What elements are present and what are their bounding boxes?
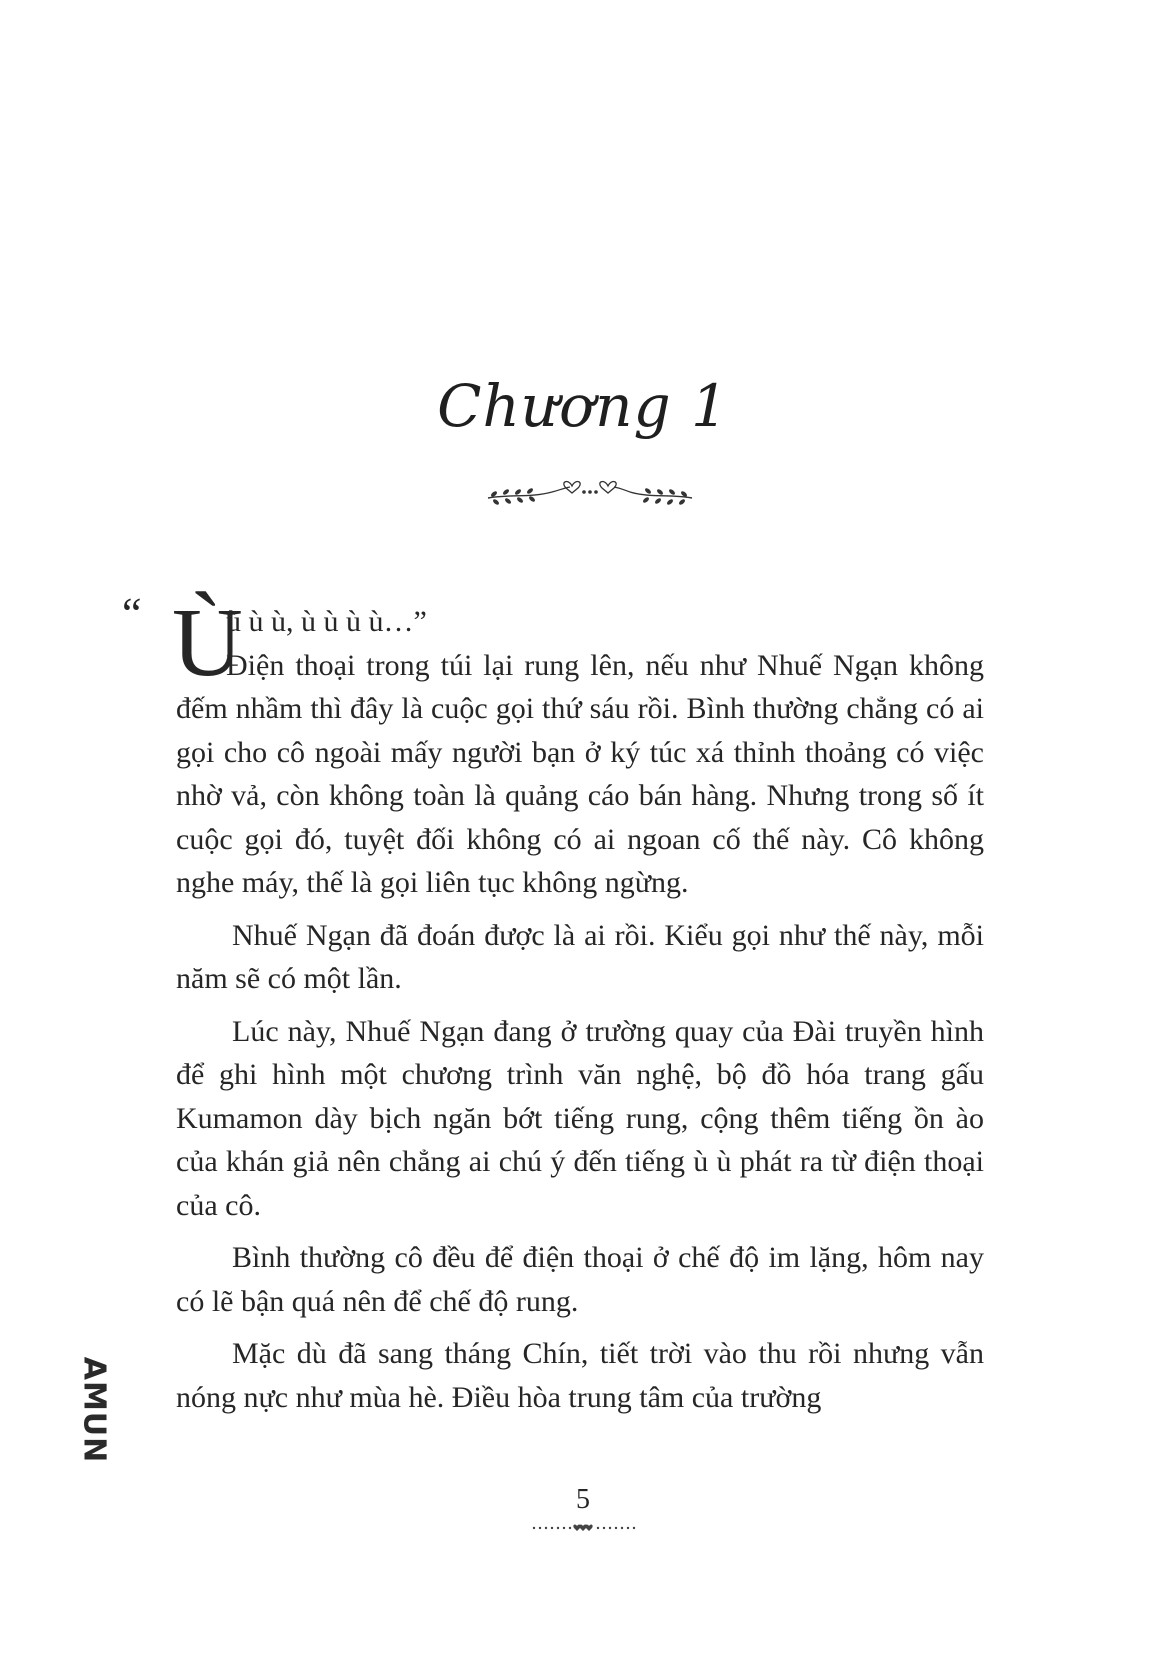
page-number-ornament-icon [530,1520,636,1536]
floral-heart-divider-icon [480,472,700,512]
publisher-logo [76,1345,112,1475]
chapter-title: Chương 1 [437,372,729,440]
paragraph-1: Điện thoại trong túi lại rung lên, nếu như Nhuế Ngạn không đếm nhầm thì đây là cuộc gọi thứ sáu rồi. Bình thường chẳng có ai gọi cho cô ngoài mấy người bạn ở ký túc xá thỉnh thoảng có việc nhờ vả, còn không toàn là quảng cáo bán hàng. Nhưng trong số ít cuộc gọi đó, tuyệt đối không có ai ngoan cố thế này. Cô không nghe máy, thế là gọi liên tục không ngừng. [176,648,984,899]
paragraph-5: Mặc dù đã sang tháng Chín, tiết trời vào thu rồi nhưng vẫn nóng nực như mùa hè. Điều hòa trung tâm của trường [176,1337,984,1414]
publisher-logo-text: AMUN [76,1356,112,1464]
chapter-body [122,589,984,1428]
paragraph-4: Bình thường cô đều để điện thoại ở chế độ im lặng, hôm nay có lẽ bận quá nên để chế độ rung. [176,1241,984,1318]
paragraph-2: Nhuế Ngạn đã đoán được là ai rồi. Kiểu gọi như thế này, mỗi năm sẽ có một lần. [176,918,984,995]
dropcap [172,589,243,697]
opening-line-text: ù ù ù, ù ù ù ù…” [226,605,427,638]
opening-line [122,589,984,905]
open-quote: “ [122,589,142,638]
page-number: 5 [576,1484,590,1515]
paragraph-3: Lúc này, Nhuế Ngạn đang ở trường quay của Đài truyền hình để ghi hình một chương trình văn nghệ, bộ đồ hóa trang gấu Kumamon dày bịch ngăn bớt tiếng rung, cộng thêm tiếng ồn ào của khán giả nên chẳng ai chú ý đến tiếng ù ù phát ra từ điện thoại của cô. [176,1014,984,1222]
dropcap-letter: Ù [172,589,243,697]
